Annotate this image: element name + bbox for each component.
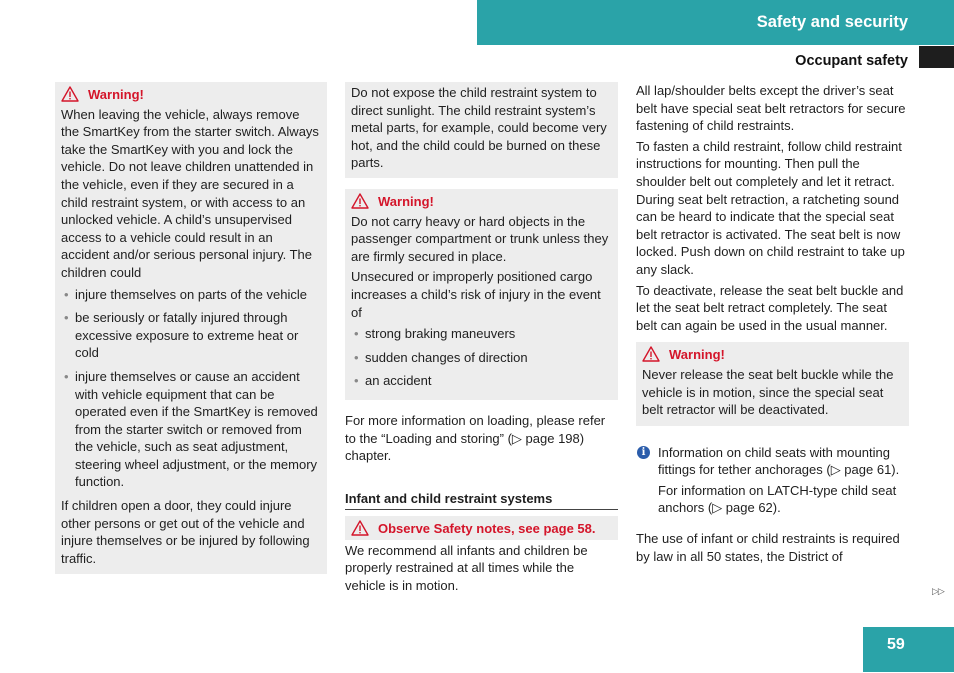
list-item: • injure themselves on parts of the vehicle (61, 286, 321, 304)
child-unattended-warning-box (55, 82, 327, 574)
retractor-intro-text: All lap/shoulder belts except the driver’s seat belt have special seat belt retractors for secure fastening of child restraints. (636, 83, 906, 134)
info-icon: i (637, 446, 650, 459)
column-left (55, 82, 327, 574)
page-number: 59 (887, 636, 905, 653)
warning-label: Warning! (378, 193, 434, 209)
warning-triangle-icon (351, 520, 369, 536)
column-right (636, 82, 909, 568)
list-item: • sudden changes of direction (351, 349, 612, 367)
continued-next-page-icon: ▷▷ (932, 586, 944, 596)
warning-label: Warning! (88, 87, 144, 102)
sunlight-note-box (345, 82, 618, 178)
warning-heading (642, 346, 903, 364)
fasten-instructions-text: To fasten a child restraint, follow child restraint instructions for mounting. Then pull the shoulder belt out completely and let it retract. During seat belt retraction, a ratcheting sound can be heard to indicate that the special seat belt retractor is activated. The seat belt is now locked. Push down on child restraint to take up any slack. (636, 138, 905, 277)
observe-safety-notes-label: Observe Safety notes, see page 58. (378, 521, 596, 537)
warning-label: Warning! (669, 347, 725, 363)
cargo-warning-text: Do not carry heavy or hard objects in the passenger compartment or trunk unless they are firmly secured in place. (351, 213, 609, 264)
info-note (636, 444, 909, 520)
tether-info-text: Information on child seats with mounting fittings for tether anchorages (▷ page 61). (658, 444, 900, 478)
page-number-box (863, 627, 954, 672)
warning-triangle-icon (351, 193, 369, 209)
law-requirement-text: The use of infant or child restraints is required by law in all 50 states, the District of (636, 531, 900, 564)
cargo-risk-text: Unsecured or improperly positioned cargo increases a child’s risk of injury in the event of (351, 269, 601, 320)
warning-heading (61, 86, 321, 104)
warning-triangle-icon (642, 346, 660, 362)
column-middle (345, 82, 618, 598)
latch-info-text: For information on LATCH-type child seat anchors (▷ page 62). (658, 482, 897, 516)
chapter-title: Safety and security (756, 13, 908, 31)
loading-reference-text: For more information on loading, please refer to the “Loading and storing” (▷ page 198) chapter. (345, 412, 606, 464)
list-item: • an accident (351, 372, 612, 390)
section-heading: Infant and child restraint systems (345, 490, 618, 511)
cargo-risk-list (351, 325, 612, 390)
buckle-warning-box (636, 342, 909, 425)
warning-heading (351, 193, 612, 211)
list-item: • be seriously or fatally injured through excessive exposure to extreme heat or cold (61, 309, 321, 362)
buckle-warning-text: Never release the seat belt buckle while the vehicle is in motion, since the special seat belt retractor will be deactivated. (642, 366, 894, 418)
restraint-recommendation-text: We recommend all infants and children be properly restrained at all times while the vehicle is in motion. (345, 542, 588, 594)
warning-outro-text: If children open a door, they could injure other persons or get out of the vehicle and injure themselves or be injured by following traffic. (61, 498, 310, 566)
warning-intro-text: When leaving the vehicle, always remove the SmartKey from the starter switch. Always take the SmartKey with you and lock the vehicle. Do not leave children unattended in the vehicle, even if they are secured in a child restraint system, or with access to an unlocked vehicle. A child’s unsupervised access to a vehicle could result in an accident and/or serious personal injury. The children could (61, 106, 319, 280)
injury-risk-list (61, 286, 321, 492)
section-tab-marker (919, 46, 954, 68)
observe-safety-notes-box (345, 516, 618, 540)
sunlight-note-text: Do not expose the child restraint system to direct sunlight. The child restraint system’s metal parts, for example, could become very hot, and the child could be burned on these parts. (351, 85, 607, 171)
cargo-warning-box (345, 189, 618, 400)
chapter-header (477, 0, 954, 45)
warning-triangle-icon (61, 86, 79, 102)
list-item: • strong braking maneuvers (351, 325, 612, 343)
section-title: Occupant safety (795, 53, 908, 69)
deactivate-instructions-text: To deactivate, release the seat belt buckle and let the seat belt retract completely. The seat belt can again be used in the usual manner. (636, 282, 904, 333)
list-item: • injure themselves or cause an accident with vehicle equipment that can be operated even if the SmartKey is removed from the starter switch or removed from the vehicle, such as seat adjustment, steering wheel adjustment, or the memory function. (61, 368, 321, 491)
